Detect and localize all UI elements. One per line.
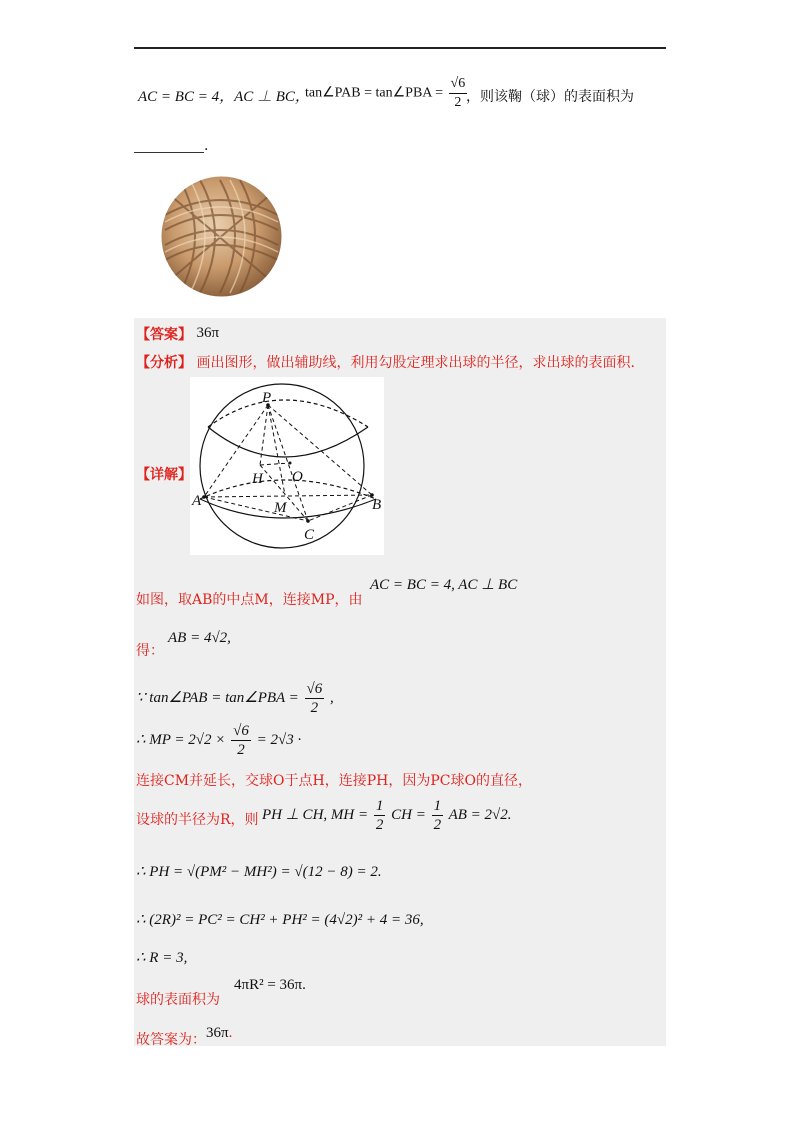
question-tan	[305, 75, 469, 112]
line4-fraction	[231, 722, 251, 759]
sphere-outline	[200, 384, 364, 548]
line4-lhs: ∴ MP = 2√2 ×	[136, 731, 226, 748]
line3-lhs: ∵ tan∠PAB = tan∠PBA =	[136, 689, 299, 706]
solution-line6-math	[262, 797, 512, 834]
question-tan-num: √6	[449, 75, 468, 94]
answer-label: 【答案】	[136, 327, 192, 343]
solution-line1-math: AC = BC = 4, AC ⊥ BC	[370, 577, 518, 593]
edge-PM	[268, 405, 285, 495]
line6-frac1-den: 2	[375, 817, 384, 833]
label-H: H	[252, 471, 263, 487]
solution-line7: ∴ PH = √(PM² − MH²) = √(12 − 8) = 2.	[136, 864, 382, 880]
line6-frac1	[374, 797, 386, 834]
line6-a: PH ⊥ CH, MH =	[262, 806, 369, 823]
line6-frac2-den: 2	[433, 817, 442, 833]
line6-frac1-num: 1	[375, 798, 384, 814]
line6-c: AB = 2√2.	[448, 806, 512, 823]
final-answer: 36π	[206, 1025, 229, 1041]
blank-period: .	[204, 138, 209, 154]
line6-frac2-num: 1	[433, 798, 442, 814]
analysis-label: 【分析】	[136, 355, 192, 371]
label-M: M	[274, 500, 287, 516]
edge-AB	[204, 495, 372, 497]
label-B: B	[372, 497, 382, 513]
solution-line3	[136, 680, 334, 717]
line6-frac2	[432, 797, 444, 834]
line4-den: 2	[237, 742, 245, 758]
solution-line10-text: 球的表面积为	[136, 992, 220, 1008]
final-period: .	[228, 1025, 233, 1041]
label-O: O	[292, 469, 303, 485]
edge-PB	[268, 405, 372, 495]
solution-line1-text: 如图，取AB的中点M，连接MP，由	[136, 592, 363, 608]
label-C: C	[304, 527, 315, 543]
line4-num: √6	[233, 723, 249, 739]
solution-line9: ∴ R = 3,	[136, 950, 188, 966]
label-A: A	[192, 493, 202, 509]
question-tan-den: 2	[454, 95, 462, 110]
rattan-ball-image	[160, 175, 283, 298]
edge-BC	[308, 495, 372, 521]
detail-label: 【详解】	[136, 467, 192, 483]
label-P: P	[262, 390, 272, 406]
question-tan-lhs: tan∠PAB = tan∠PBA =	[305, 85, 444, 101]
upper-circle-back	[208, 400, 368, 427]
line4-end: = 2√3 ·	[256, 731, 302, 748]
solution-line4	[136, 722, 301, 759]
solution-line8: ∴ (2R)² = PC² = CH² + PH² = (4√2)² + 4 = 36,	[136, 912, 424, 928]
solution-line2-math: AB = 4√2,	[168, 630, 231, 646]
sphere-diagram	[190, 377, 384, 555]
edge-HO	[260, 463, 290, 465]
line6-b: CH =	[391, 806, 426, 823]
analysis-text: 画出图形，做出辅助线，利用勾股定理求出球的半径，求出球的表面积.	[196, 355, 635, 371]
analysis-line	[136, 352, 635, 372]
solution-line11-math	[206, 1025, 232, 1042]
line3-den: 2	[310, 700, 319, 716]
question-tail: ，则该鞠（球）的表面积为	[466, 89, 634, 105]
upper-circle-front	[208, 427, 368, 457]
solution-line5: 连接CM并延长，交球O于点H，连接PH，因为PC球O的直径，	[136, 773, 532, 789]
solution-line6-text: 设球的半径为R，则	[136, 812, 259, 828]
solution-line11-text: 故答案为：	[136, 1032, 206, 1048]
answer-line	[136, 324, 219, 344]
detail-label-line	[136, 464, 192, 484]
answer-blank	[134, 152, 204, 153]
line3-fraction	[305, 680, 325, 717]
question-given: AC = BC = 4，AC ⊥ BC，	[138, 89, 310, 105]
solution-line2-text: 得：	[136, 643, 164, 659]
line3-num: √6	[306, 681, 323, 697]
answer-value: 36π	[196, 325, 220, 341]
top-rule	[134, 47, 666, 49]
line3-end: ,	[330, 689, 334, 706]
solution-line10-math: 4πR² = 36π.	[234, 977, 306, 993]
question-tan-fraction	[449, 75, 468, 112]
